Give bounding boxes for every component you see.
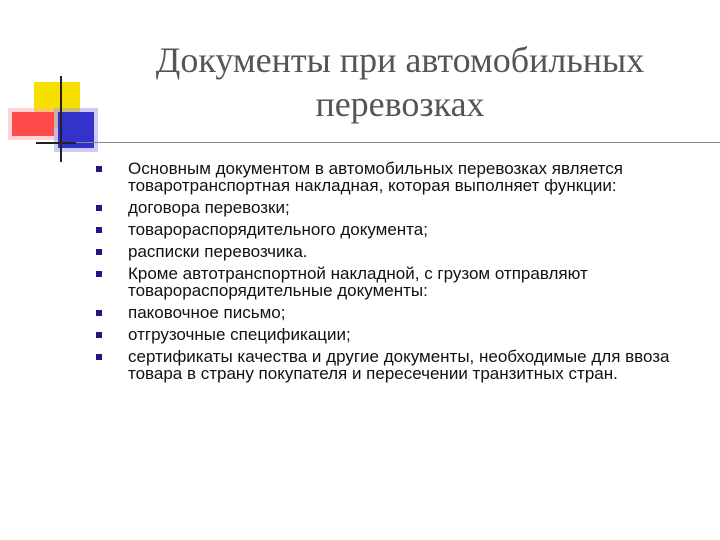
decor-horizontal-accent [36, 142, 76, 144]
bullet-square-icon [96, 166, 102, 172]
bullet-square-icon [96, 332, 102, 338]
bullet-text: паковочное письмо; [128, 303, 286, 322]
decor-red-bar [12, 112, 54, 136]
bullet-text: Кроме автотранспортной накладной, с грузом отправляют товарораспорядительные документы: [128, 264, 588, 300]
title-underline [36, 142, 720, 143]
bullet-item [96, 326, 696, 343]
bullet-square-icon [96, 205, 102, 211]
bullet-text: расписки перевозчика. [128, 242, 308, 261]
bullet-item [96, 265, 696, 299]
bullet-list [96, 160, 696, 387]
bullet-text: товарораспорядительного документа; [128, 220, 428, 239]
bullet-item [96, 199, 696, 216]
bullet-item [96, 221, 696, 238]
bullet-item [96, 304, 696, 321]
bullet-text: договора перевозки; [128, 198, 290, 217]
bullet-item [96, 160, 696, 194]
bullet-text: сертификаты качества и другие документы, необходимые для ввоза товара в страну покупателя и пересечении транзитных стран. [128, 347, 670, 383]
decor-vertical-line [60, 76, 62, 162]
bullet-text: Основным документом в автомобильных перевозках является товаротранспортная накладная, которая выполняет функции: [128, 159, 623, 195]
bullet-text: отгрузочные спецификации; [128, 325, 351, 344]
slide-title [110, 38, 690, 126]
bullet-item [96, 348, 696, 382]
bullet-item [96, 243, 696, 260]
title-line-1: Документы при автомобильных [155, 40, 645, 80]
title-line-2: перевозках [315, 84, 485, 124]
bullet-square-icon [96, 271, 102, 277]
bullet-square-icon [96, 354, 102, 360]
bullet-square-icon [96, 227, 102, 233]
bullet-square-icon [96, 249, 102, 255]
bullet-square-icon [96, 310, 102, 316]
